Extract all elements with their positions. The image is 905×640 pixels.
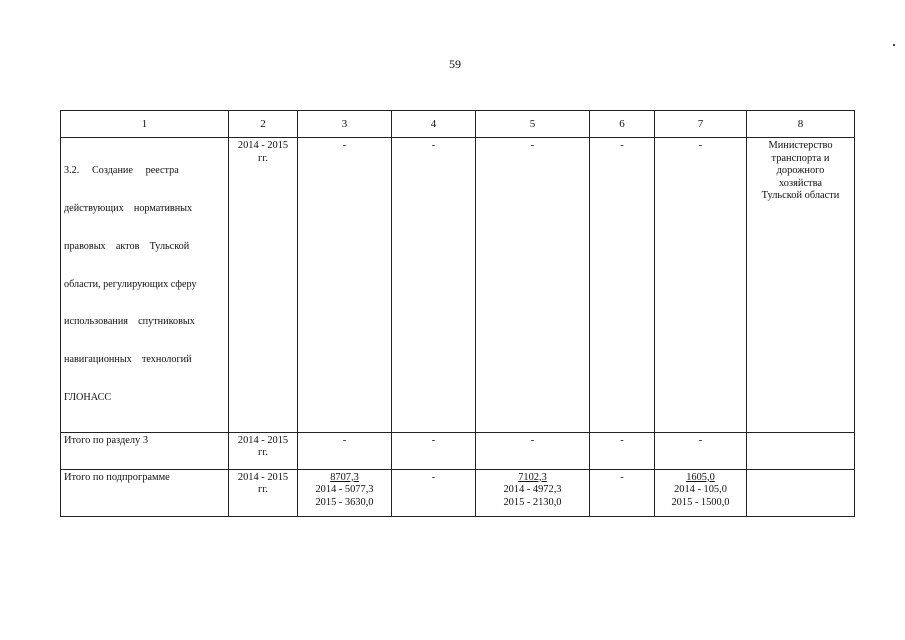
header-row xyxy=(61,111,855,138)
year-value: 2015 - 3630,0 xyxy=(315,496,374,508)
cell-col-5: - xyxy=(476,138,590,433)
executor-line: Тульской области xyxy=(761,190,840,202)
executor-line: хозяйства xyxy=(779,177,822,189)
executor-cell xyxy=(747,138,855,433)
cell-col-3: - xyxy=(298,432,392,469)
total-value: 7102,3 xyxy=(518,471,547,483)
row-name-cell: Итого по подпрограмме xyxy=(61,469,229,516)
cell-col-7: - xyxy=(655,432,747,469)
cell-col-4: - xyxy=(392,432,476,469)
table-row xyxy=(61,432,855,469)
cell-col-6: - xyxy=(590,138,655,433)
executor-line: транспорта и xyxy=(771,152,830,164)
cell-col-7: - xyxy=(655,138,747,433)
header-col-6: 6 xyxy=(590,111,655,138)
header-col-4: 4 xyxy=(392,111,476,138)
row-name-line: 3.2. Создание реестра xyxy=(64,165,179,177)
cell-col-4: - xyxy=(392,469,476,516)
executor-cell xyxy=(747,469,855,516)
executor-line: дорожного xyxy=(776,165,825,177)
period-suffix: гг. xyxy=(258,484,268,496)
page-number: 59 xyxy=(449,57,461,71)
row-name-cell: Итого по разделу 3 xyxy=(61,432,229,469)
cell-col-3 xyxy=(298,469,392,516)
header-col-2: 2 xyxy=(229,111,298,138)
row-name-line: ГЛОНАСС xyxy=(64,391,112,403)
subprogram-table xyxy=(60,110,855,517)
cell-col-6: - xyxy=(590,432,655,469)
year-value: 2015 - 2130,0 xyxy=(503,496,562,508)
cell-col-3: - xyxy=(298,138,392,433)
period-suffix: гг. xyxy=(258,152,268,164)
table-row xyxy=(61,469,855,516)
header-col-5: 5 xyxy=(476,111,590,138)
cell-col-7 xyxy=(655,469,747,516)
header-col-7: 7 xyxy=(655,111,747,138)
header-col-8: 8 xyxy=(747,111,855,138)
period-suffix: гг. xyxy=(258,447,268,459)
year-value: 2014 - 105,0 xyxy=(674,484,727,496)
table-row xyxy=(61,138,855,433)
row-name-line: действующих нормативных xyxy=(64,202,193,214)
cell-col-5 xyxy=(476,469,590,516)
row-name-line: правовых актов Тульской xyxy=(64,240,190,252)
executor-line: Министерство xyxy=(768,140,833,151)
period-cell xyxy=(229,432,298,469)
total-value: 8707,3 xyxy=(330,471,359,483)
row-name-cell xyxy=(61,138,229,433)
period-years: 2014 - 2015 xyxy=(237,140,289,151)
year-value: 2014 - 5077,3 xyxy=(315,484,374,496)
year-value: 2014 - 4972,3 xyxy=(503,484,562,496)
period-cell xyxy=(229,469,298,516)
row-name-line: навигационных технологий xyxy=(64,354,192,366)
year-value: 2015 - 1500,0 xyxy=(671,496,730,508)
cell-col-5: - xyxy=(476,432,590,469)
header-col-1: 1 xyxy=(61,111,229,138)
period-years: 2014 - 2015 xyxy=(237,471,289,483)
period-cell xyxy=(229,138,298,433)
cell-col-4: - xyxy=(392,138,476,433)
header-col-3: 3 xyxy=(298,111,392,138)
executor-cell xyxy=(747,432,855,469)
total-value: 1605,0 xyxy=(686,471,715,483)
period-years: 2014 - 2015 xyxy=(237,434,289,446)
scan-speck xyxy=(893,44,895,46)
cell-col-6: - xyxy=(590,469,655,516)
row-name-line: использования спутниковых xyxy=(64,316,195,328)
row-name-line: области, регулирующих сферу xyxy=(64,278,197,290)
